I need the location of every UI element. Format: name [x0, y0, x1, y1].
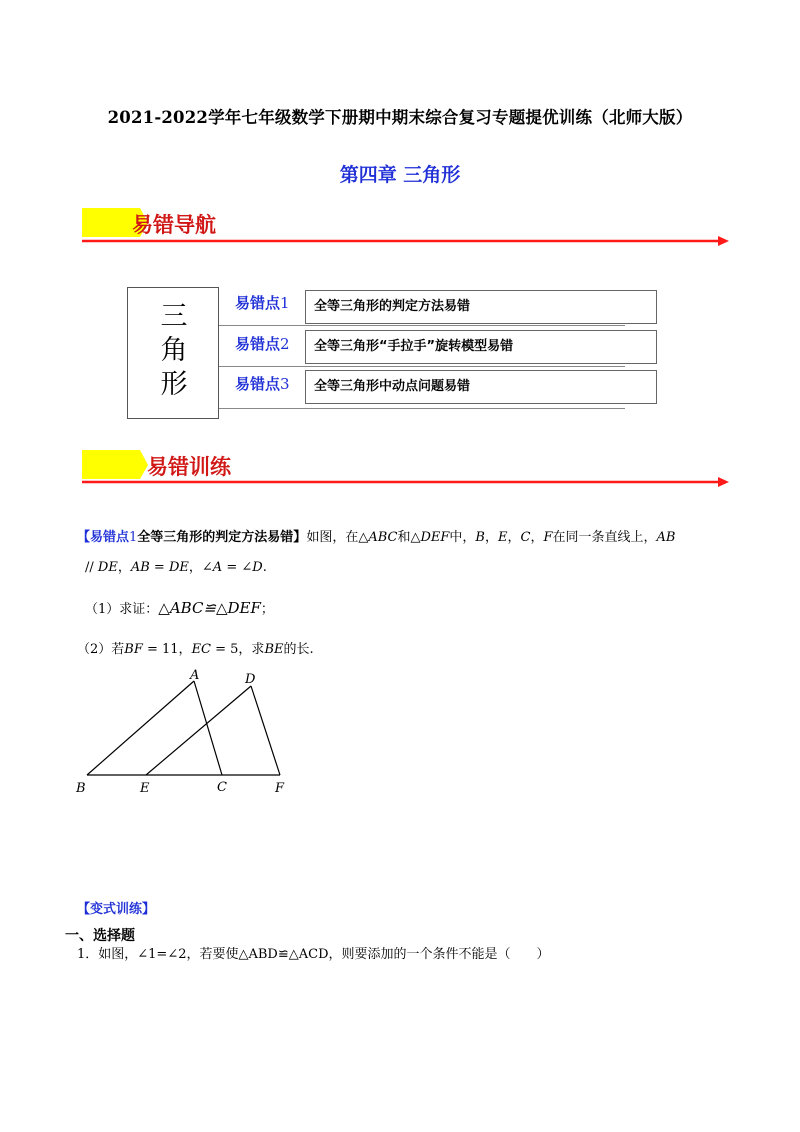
- point-label-d: D: [245, 672, 256, 687]
- document-title: 2021-2022学年七年级数学下册期中期末综合复习专题提优训练（北师大版）: [107, 108, 693, 127]
- nav-char: 三: [160, 301, 188, 332]
- nav-item-tag: 易错点1: [235, 294, 290, 312]
- point-label-f: F: [275, 781, 285, 796]
- point-label-c: C: [217, 780, 227, 795]
- nav-connector-line: [219, 366, 625, 367]
- problem-1-part-2: （2）若BF = 11，EC = 5，求BE的长.: [77, 642, 314, 657]
- nav-item-tag: 易错点2: [235, 335, 290, 353]
- line-ab: [87, 681, 194, 775]
- nav-char: 形: [160, 369, 188, 400]
- nav-char: 角: [160, 335, 188, 366]
- problem-1-stem: 【易错点1全等三角形的判定方法易错】如图，在△ABC和△DEF中，B，E，C，F在同一条直线上，AB: [77, 530, 676, 545]
- variant-training-label: 【变式训练】: [77, 902, 156, 917]
- point-label-e: E: [140, 781, 150, 796]
- section-header-training: [70, 448, 735, 488]
- nav-item-tag: 易错点3: [235, 375, 290, 393]
- line-ac: [194, 681, 222, 775]
- nav-chapter-box: [127, 287, 219, 419]
- problem-1-condition: // DE，AB = DE，∠A = ∠D.: [85, 560, 267, 575]
- chapter-title: 第四章 三角形: [339, 164, 461, 186]
- nav-connector-line: [219, 325, 625, 326]
- nav-connector-line: [219, 408, 625, 409]
- mc-section-title: 一、选择题: [65, 928, 135, 944]
- line-ed: [146, 686, 251, 775]
- section-label: 易错导航: [132, 213, 216, 237]
- arrow-head-icon: [718, 477, 729, 487]
- nav-item-box: 全等三角形“手拉手”旋转模型易错: [305, 330, 657, 364]
- point-label-b: B: [76, 781, 86, 796]
- section-label: 易错训练: [147, 455, 231, 479]
- line-df: [251, 686, 280, 775]
- mc-question-1: 1．如图，∠1=∠2，若要使△ABD≌△ACD，则要添加的一个条件不能是（ ）: [77, 947, 550, 962]
- geometry-figure: [70, 665, 310, 800]
- nav-item-box: 全等三角形的判定方法易错: [305, 290, 657, 324]
- section-header-nav: [70, 206, 735, 246]
- yellow-arrow-tag: [82, 450, 148, 479]
- point-label-a: A: [190, 668, 200, 683]
- arrow-head-icon: [718, 236, 729, 246]
- nav-item-box: 全等三角形中动点问题易错: [305, 370, 657, 404]
- problem-1-part-1: （1）求证：△ABC≌△DEF；: [85, 599, 274, 617]
